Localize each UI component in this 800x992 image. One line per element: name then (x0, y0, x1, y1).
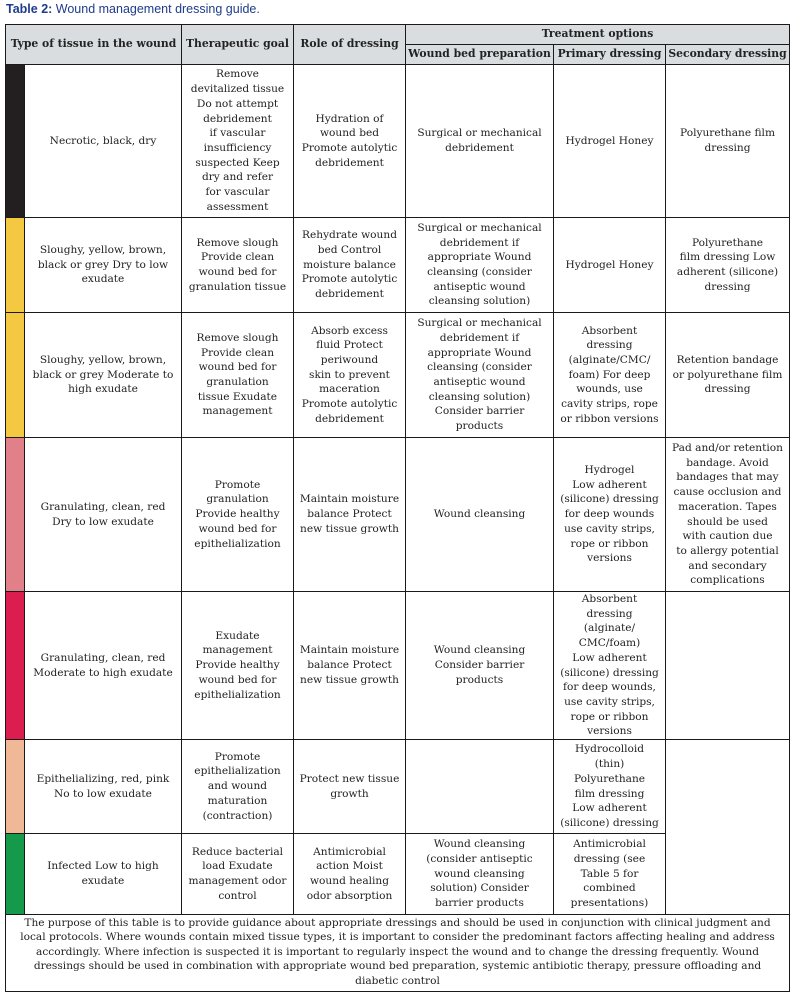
header-secondary-dressing: Secondary dressing (666, 45, 790, 65)
therapeutic-goal-cell: Reduce bacterial load Exudate management odor control (182, 834, 294, 915)
role-of-dressing-cell: Hydration of wound bed Promote autolytic debridement (294, 65, 406, 218)
tissue-type-cell: Granulating, clean, red Moderate to high exudate (25, 592, 182, 740)
table-caption (6, 2, 260, 16)
therapeutic-goal-cell: Promote granulation Provide healthy wound bed for epithelialization (182, 438, 294, 592)
secondary-dressing-cell: Polyurethane film dressing (666, 65, 790, 218)
primary-dressing-cell: Hydrogel Honey (554, 218, 666, 313)
secondary-dressing-cell (666, 592, 790, 740)
tissue-color-swatch (6, 218, 25, 313)
therapeutic-goal-cell: Remove devitalized tissue Do not attempt debridement if vascular insufficiency suspected Keep dry and refer for vascular assessment (182, 65, 294, 218)
therapeutic-goal-cell: Promote epithelialization and wound maturation (contraction) (182, 740, 294, 834)
wound-bed-preparation-cell: Wound cleansing (406, 438, 554, 592)
secondary-dressing-cell (666, 740, 790, 915)
role-of-dressing-cell: Maintain moisture balance Protect new tissue growth (294, 438, 406, 592)
therapeutic-goal-cell: Remove slough Provide clean wound bed for granulation tissue Exudate management (182, 313, 294, 438)
header-primary-dressing: Primary dressing (554, 45, 666, 65)
wound-bed-preparation-cell: Wound cleansing (consider antiseptic wound cleansing solution) Consider barrier products (406, 834, 554, 915)
tissue-color-swatch (6, 834, 25, 915)
therapeutic-goal-cell: Remove slough Provide clean wound bed for granulation tissue (182, 218, 294, 313)
secondary-dressing-cell: Retention bandage or polyurethane film dressing (666, 313, 790, 438)
tissue-color-swatch (6, 592, 25, 740)
secondary-dressing-cell: Pad and/or retention bandage. Avoid bandages that may cause occlusion and maceration. Tapes should be used with caution due to allergy potential and secondary complications (666, 438, 790, 592)
role-of-dressing-cell: Antimicrobial action Moist wound healing odor absorption (294, 834, 406, 915)
role-of-dressing-cell: Protect new tissue growth (294, 740, 406, 834)
header-treatment-options: Treatment options (406, 25, 790, 45)
tissue-color-swatch (6, 65, 25, 218)
table-row (6, 740, 790, 834)
tissue-type-cell: Infected Low to high exudate (25, 834, 182, 915)
header-wound-bed-preparation: Wound bed preparation (406, 45, 554, 65)
table-footnote: The purpose of this table is to provide guidance about appropriate dressings and should be used in conjunction with clinical judgment and local protocols. Where wounds contain mixed tissue types, it is important to consider the predominant factors affecting healing and address accordingly. Where infection is suspected it is important to regularly inspect the wound and to change the dressing frequently. Wound dressings should be used in combination with appropriate wound bed preparation, systemic antibiotic therapy, pressure offloading and diabetic control (6, 915, 790, 992)
primary-dressing-cell: Antimicrobial dressing (see Table 5 for combined presentations) (554, 834, 666, 915)
tissue-type-cell: Epithelializing, red, pink No to low exudate (25, 740, 182, 834)
tissue-type-cell: Sloughy, yellow, brown, black or grey Dry to low exudate (25, 218, 182, 313)
wound-bed-preparation-cell: Surgical or mechanical debridement (406, 65, 554, 218)
header-role-of-dressing: Role of dressing (294, 25, 406, 65)
wound-bed-preparation-cell (406, 740, 554, 834)
tissue-type-cell: Granulating, clean, red Dry to low exudate (25, 438, 182, 592)
tissue-color-swatch (6, 313, 25, 438)
table-footnote-row (6, 915, 790, 992)
wound-bed-preparation-cell: Surgical or mechanical debridement if appropriate Wound cleansing (consider antiseptic wound cleansing solution) Consider barrier products (406, 313, 554, 438)
role-of-dressing-cell: Maintain moisture balance Protect new tissue growth (294, 592, 406, 740)
primary-dressing-cell: Hydrocolloid (thin) Polyurethane film dressing Low adherent (silicone) dressing (554, 740, 666, 834)
tissue-color-swatch (6, 740, 25, 834)
primary-dressing-cell: Absorbent dressing (alginate/ CMC/foam) Low adherent (silicone) dressing for deep wounds, use cavity strips, rope or ribbon versions (554, 592, 666, 740)
tissue-type-cell: Necrotic, black, dry (25, 65, 182, 218)
table-row (6, 313, 790, 438)
header-therapeutic-goal: Therapeutic goal (182, 25, 294, 65)
wound-dressing-table (5, 24, 790, 992)
tissue-color-swatch (6, 438, 25, 592)
table-caption-text: Wound management dressing guide. (52, 2, 260, 16)
wound-bed-preparation-cell: Surgical or mechanical debridement if appropriate Wound cleansing (consider antiseptic wound cleansing solution) (406, 218, 554, 313)
table-caption-label: Table 2: (6, 2, 53, 16)
therapeutic-goal-cell: Exudate management Provide healthy wound bed for epithelialization (182, 592, 294, 740)
table-row (6, 438, 790, 592)
table-row (6, 218, 790, 313)
secondary-dressing-cell: Polyurethane film dressing Low adherent (silicone) dressing (666, 218, 790, 313)
table-row (6, 592, 790, 740)
primary-dressing-cell: Hydrogel Honey (554, 65, 666, 218)
role-of-dressing-cell: Rehydrate wound bed Control moisture balance Promote autolytic debridement (294, 218, 406, 313)
table-row (6, 65, 790, 218)
primary-dressing-cell: Hydrogel Low adherent (silicone) dressing for deep wounds use cavity strips, rope or ribbon versions (554, 438, 666, 592)
wound-bed-preparation-cell: Wound cleansing Consider barrier products (406, 592, 554, 740)
primary-dressing-cell: Absorbent dressing (alginate/CMC/ foam) For deep wounds, use cavity strips, rope or ribbon versions (554, 313, 666, 438)
header-type-of-tissue: Type of tissue in the wound (6, 25, 182, 65)
role-of-dressing-cell: Absorb excess fluid Protect periwound skin to prevent maceration Promote autolytic debridement (294, 313, 406, 438)
tissue-type-cell: Sloughy, yellow, brown, black or grey Moderate to high exudate (25, 313, 182, 438)
